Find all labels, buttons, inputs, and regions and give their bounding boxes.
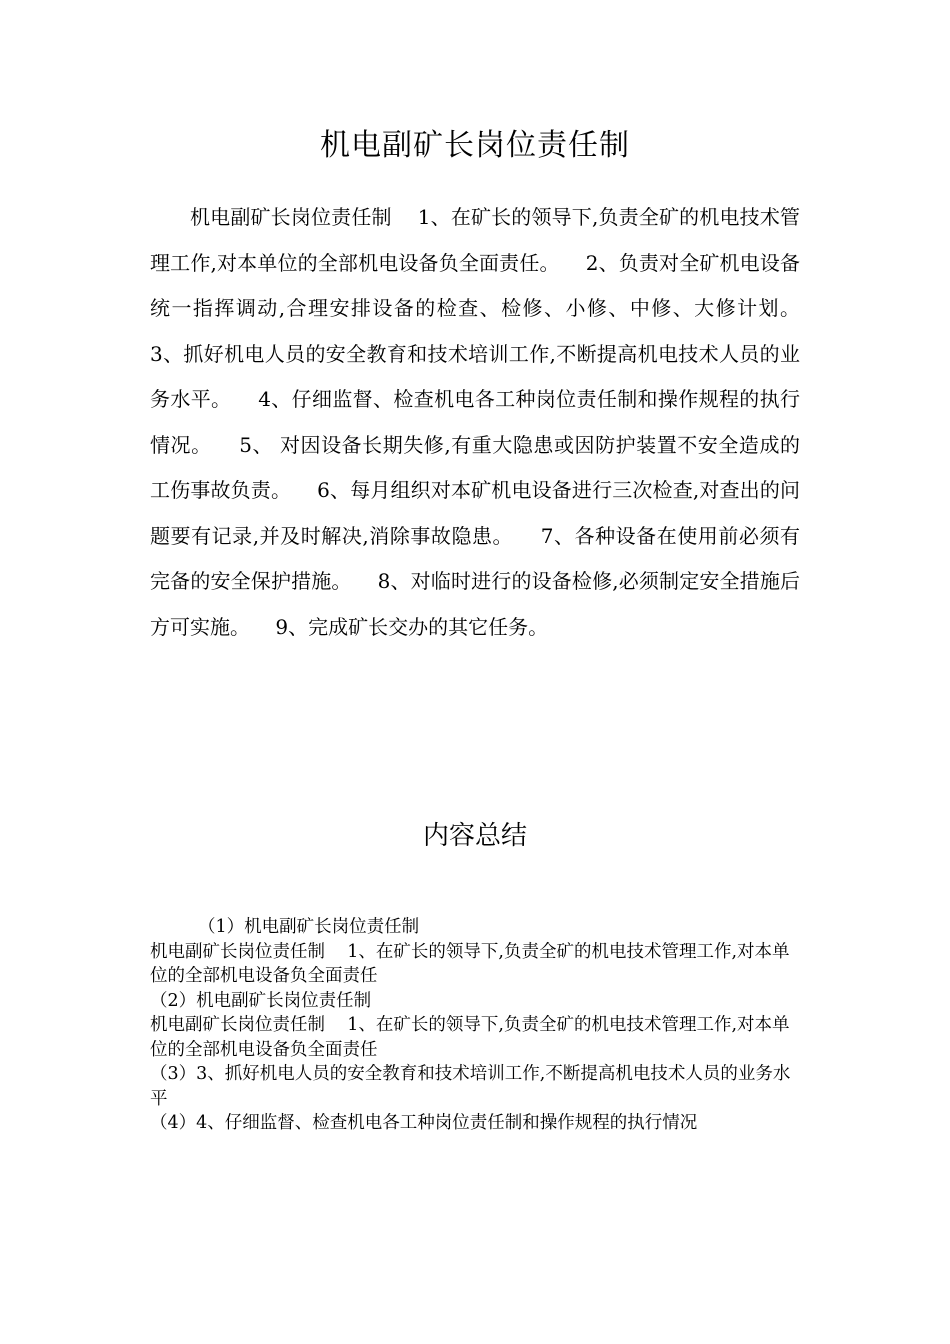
summary-title: 内容总结 [422, 821, 527, 851]
summary-item-heading: （1）机电副矿长岗位责任制 [198, 917, 420, 937]
document-body: 机电副矿长岗位责任制 1、在矿长的领导下,负责全矿的机电技术管理工作,对本单位的全部机电设备负全面责任。 2、负责对全矿机电设备统一指挥调动,合理安排设备的检查、检修、小修、中修、大修计划。 3、抓好机电人员的安全教育和技术培训工作,不断提高机电技术人员的业务水平。 4、仔细监督、检查机电各工种岗位责任制和操作规程的执行情况。 5、 对因设备长期失修,有重大隐患或因防护装置不安全造成的工伤事故负责。 6、每月组织对本矿机电设备进行三次检查,对查出的问题要有记录,并及时解决,消除事故隐患。 7、各种设备在使用前必须有完备的安全保护措施。 8、对临时进行的设备检修,必须制定安全措施后方可实施。 9、完成矿长交办的其它任务。 [150, 205, 826, 639]
summary-section [150, 915, 800, 1136]
summary-item-heading: （3）3、抓好机电人员的安全教育和技术培训工作,不断提高机电技术人员的业务水平 [150, 1064, 791, 1109]
summary-item-heading: （2）机电副矿长岗位责任制 [150, 990, 372, 1011]
document-title: 机电副矿长岗位责任制 [320, 128, 630, 163]
summary-item-heading: （4）4、仔细监督、检查机电各工种岗位责任制和操作规程的执行情况 [150, 1113, 698, 1133]
summary-item-text: 机电副矿长岗位责任制 1、在矿长的领导下,负责全矿的机电技术管理工作,对本单位的全部机电设备负全面责任 [150, 941, 790, 986]
summary-item-text: 机电副矿长岗位责任制 1、在矿长的领导下,负责全矿的机电技术管理工作,对本单位的全部机电设备负全面责任 [150, 1015, 790, 1060]
